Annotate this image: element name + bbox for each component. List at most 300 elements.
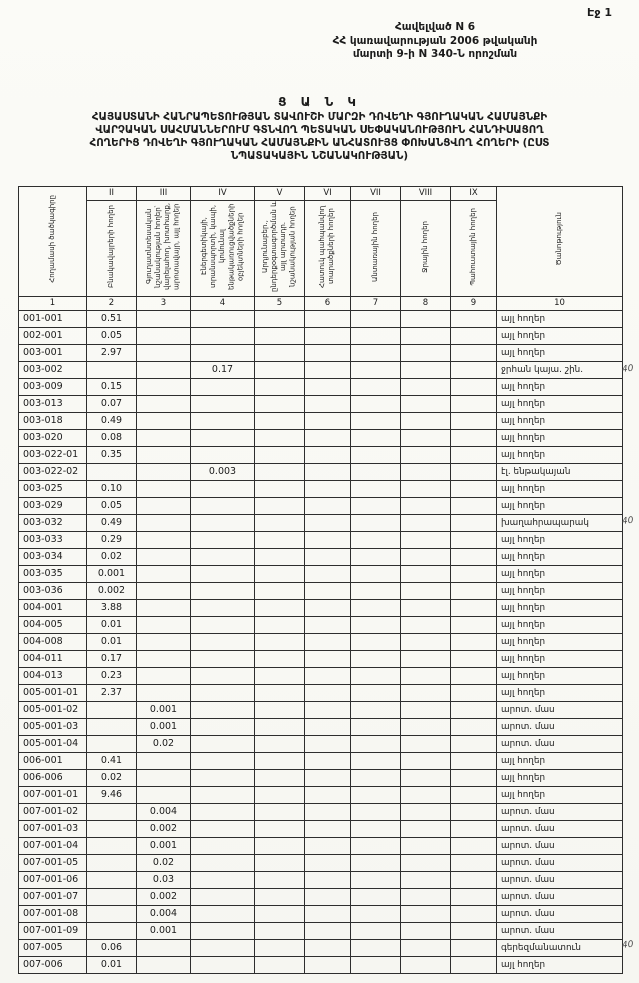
table-body [19,311,623,974]
area-value-cell [351,804,401,821]
area-value-cell [191,753,255,770]
area-value-cell: 3.88 [87,600,137,617]
area-value-cell [401,804,451,821]
table-row [19,413,623,430]
area-value-cell [87,804,137,821]
note-cell: արոտ. մաս [497,821,623,838]
annex-line: ՀՀ կառավարության 2006 թվականի [332,34,538,47]
table-row [19,923,623,940]
area-value-cell [401,362,451,379]
column-header-settlement-lands: Բնակավայրերի հողեր [87,201,137,297]
area-value-cell [87,702,137,719]
area-value-cell [351,702,401,719]
area-value-cell [351,889,401,906]
table-row [19,464,623,481]
area-value-cell: 0.17 [191,362,255,379]
parcel-code-cell: 007-001-03 [19,821,87,838]
area-value-cell [87,906,137,923]
parcel-code-cell: 003-002 [19,362,87,379]
area-value-cell [351,651,401,668]
area-value-cell [351,906,401,923]
area-value-cell: 0.07 [87,396,137,413]
parcel-code-cell: 004-005 [19,617,87,634]
table-row [19,498,623,515]
area-value-cell [191,889,255,906]
area-value-cell [305,447,351,464]
parcel-code-cell: 007-001-01 [19,787,87,804]
table-row [19,396,623,413]
area-value-cell [305,583,351,600]
area-value-cell [351,430,401,447]
table-row [19,889,623,906]
column-number-row [19,297,623,311]
area-value-cell: 0.01 [87,617,137,634]
parcel-code-cell: 007-001-08 [19,906,87,923]
area-value-cell [305,668,351,685]
area-value-cell [451,685,497,702]
area-value-cell [351,515,401,532]
area-value-cell [305,617,351,634]
roman-numeral: IV [191,187,255,201]
area-value-cell [191,617,255,634]
note-cell: այլ հողեր [497,430,623,447]
area-value-cell [137,345,191,362]
column-number: 5 [255,297,305,311]
area-value-cell [451,498,497,515]
area-value-cell [87,464,137,481]
area-value-cell [351,668,401,685]
area-value-cell [137,464,191,481]
area-value-cell [351,311,401,328]
area-value-cell [401,481,451,498]
area-value-cell [451,855,497,872]
note-cell: այլ հողեր [497,651,623,668]
note-cell: էլ. ենթակայան [497,464,623,481]
area-value-cell: 0.01 [87,957,137,974]
area-value-cell [255,379,305,396]
area-value-cell [451,940,497,957]
area-value-cell: 0.10 [87,481,137,498]
area-value-cell [255,345,305,362]
area-value-cell [401,600,451,617]
area-value-cell [87,736,137,753]
area-value-cell [451,804,497,821]
area-value-cell [191,685,255,702]
column-number: 2 [87,297,137,311]
area-value-cell [305,685,351,702]
area-value-cell [137,362,191,379]
area-value-cell [87,838,137,855]
area-value-cell [255,600,305,617]
note-cell: այլ հողեր [497,396,623,413]
parcel-code-cell: 003-033 [19,532,87,549]
area-value-cell [451,702,497,719]
note-cell: այլ հողեր [497,311,623,328]
note-cell: այլ հողեր [497,447,623,464]
area-value-cell [451,906,497,923]
parcel-code-cell: 003-034 [19,549,87,566]
table-row [19,328,623,345]
area-value-cell: 0.001 [137,719,191,736]
area-value-cell: 0.15 [87,379,137,396]
column-header-industrial-lands: Արդյունաբեր., ընդերքօգտագործման և այլ արտադր. նշանակության հողեր [255,201,305,297]
table-row [19,345,623,362]
area-value-cell [451,362,497,379]
area-value-cell [255,413,305,430]
area-value-cell [137,668,191,685]
table-row [19,855,623,872]
note-cell: խաղահրապարակ [497,515,623,532]
area-value-cell [305,430,351,447]
area-value-cell: 0.02 [87,549,137,566]
note-cell: այլ հողեր [497,345,623,362]
area-value-cell [401,583,451,600]
area-value-cell [305,872,351,889]
table-row [19,940,623,957]
area-value-cell [255,481,305,498]
area-value-cell [305,753,351,770]
area-value-cell: 2.97 [87,345,137,362]
column-header-water-lands: Ջրային հողեր [401,201,451,297]
area-value-cell: 0.02 [87,770,137,787]
area-value-cell [305,770,351,787]
area-value-cell [351,753,401,770]
parcel-code-cell: 003-009 [19,379,87,396]
area-value-cell [191,634,255,651]
roman-numeral: II [87,187,137,201]
area-value-cell [351,770,401,787]
area-value-cell [305,515,351,532]
column-header-protected-lands: Հատուկ պահպանվող տարածքների հողեր [305,201,351,297]
table-row [19,872,623,889]
parcel-code-cell: 005-001-04 [19,736,87,753]
area-value-cell [137,753,191,770]
area-value-cell [451,311,497,328]
area-value-cell [351,396,401,413]
area-value-cell: 0.49 [87,413,137,430]
area-value-cell [137,685,191,702]
area-value-cell [191,328,255,345]
column-header-agricultural-lands: Գյուղատնտեսական նշանակության հողեր՝ վարելահող, խոտհարք, արոտավայր, այլ հողեր [137,201,191,297]
area-value-cell [401,719,451,736]
area-value-cell [401,821,451,838]
area-value-cell [137,379,191,396]
area-value-cell [305,413,351,430]
title-line: ՆՊԱՏԱԿԱՅԻՆ ՆՇԱՆԱԿՈՒԹՅԱՆ) [230,149,409,162]
area-value-cell [351,855,401,872]
area-value-cell [351,617,401,634]
area-value-cell [191,379,255,396]
area-value-cell [137,583,191,600]
area-value-cell [401,685,451,702]
area-value-cell: 2.37 [87,685,137,702]
note-cell: այլ հողեր [497,753,623,770]
column-header-note [497,187,623,297]
note-cell: այլ հողեր [497,583,623,600]
parcel-code-cell: 003-036 [19,583,87,600]
area-value-cell [137,328,191,345]
area-value-cell [351,464,401,481]
area-value-cell [451,821,497,838]
area-value-cell [351,413,401,430]
area-value-cell [351,940,401,957]
note-cell: արոտ. մաս [497,702,623,719]
area-value-cell: 0.08 [87,430,137,447]
note-cell: արոտ. մաս [497,719,623,736]
area-value-cell [191,447,255,464]
area-value-cell [255,787,305,804]
area-value-cell [191,855,255,872]
area-value-cell [401,617,451,634]
area-value-cell [401,447,451,464]
area-value-cell [137,770,191,787]
column-header-code [19,187,87,297]
area-value-cell [451,396,497,413]
area-value-cell [255,702,305,719]
area-value-cell [351,549,401,566]
area-value-cell: 0.17 [87,651,137,668]
area-value-cell [401,634,451,651]
area-value-cell: 0.002 [137,821,191,838]
area-value-cell [191,923,255,940]
parcel-code-cell: 003-001 [19,345,87,362]
area-value-cell [401,957,451,974]
area-value-cell [255,804,305,821]
area-value-cell [351,719,401,736]
area-value-cell [451,447,497,464]
area-value-cell [255,685,305,702]
area-value-cell: 0.41 [87,753,137,770]
area-value-cell [255,736,305,753]
note-cell: այլ հողեր [497,532,623,549]
roman-numeral: VI [305,187,351,201]
area-value-cell: 0.001 [137,923,191,940]
note-cell: այլ հողեր [497,549,623,566]
area-value-cell [351,787,401,804]
area-value-cell: 0.49 [87,515,137,532]
table-row [19,838,623,855]
column-number: 4 [191,297,255,311]
area-value-cell [401,498,451,515]
area-value-cell [87,719,137,736]
area-value-cell: 0.35 [87,447,137,464]
table-row [19,617,623,634]
area-value-cell [255,617,305,634]
area-value-cell [351,481,401,498]
table-row [19,311,623,328]
area-value-cell [305,736,351,753]
area-value-cell [255,634,305,651]
column-header-reserve-lands: Պահուստային հողեր [451,201,497,297]
table-row [19,379,623,396]
area-value-cell [137,532,191,549]
area-value-cell [305,651,351,668]
table-row [19,685,623,702]
area-value-cell [255,753,305,770]
column-number: 8 [401,297,451,311]
table-row [19,566,623,583]
note-cell: այլ հողեր [497,668,623,685]
area-value-cell [191,821,255,838]
area-value-cell [351,566,401,583]
area-value-cell [191,838,255,855]
area-value-cell [137,940,191,957]
table-row [19,634,623,651]
area-value-cell [191,481,255,498]
parcel-code-cell: 001-001 [19,311,87,328]
area-value-cell [451,549,497,566]
area-value-cell [191,413,255,430]
area-value-cell [451,379,497,396]
note-cell: այլ հողեր [497,481,623,498]
parcel-code-cell: 007-006 [19,957,87,974]
column-number: 6 [305,297,351,311]
area-value-cell [451,651,497,668]
table-row [19,668,623,685]
table-row [19,957,623,974]
table-row [19,362,623,379]
area-value-cell [401,855,451,872]
column-number: 3 [137,297,191,311]
area-value-cell [451,583,497,600]
parcel-code-cell: 003-032 [19,515,87,532]
note-cell: այլ հողեր [497,787,623,804]
area-value-cell [401,787,451,804]
handwritten-margin-note: 40 [621,515,634,527]
area-value-cell [255,957,305,974]
area-value-cell [451,736,497,753]
area-value-cell: 0.001 [137,838,191,855]
area-value-cell [351,583,401,600]
area-value-cell [137,651,191,668]
area-value-cell [351,957,401,974]
area-value-cell [255,583,305,600]
area-value-cell [451,345,497,362]
area-value-cell [401,838,451,855]
note-cell: այլ հողեր [497,685,623,702]
area-value-cell: 0.02 [137,855,191,872]
area-value-cell [137,515,191,532]
area-value-cell [451,532,497,549]
area-value-cell: 0.29 [87,532,137,549]
area-value-cell [351,821,401,838]
area-value-cell [451,787,497,804]
area-value-cell [191,566,255,583]
area-value-cell [305,600,351,617]
area-value-cell [255,566,305,583]
area-value-cell [351,498,401,515]
area-value-cell [191,719,255,736]
area-value-cell [87,821,137,838]
area-value-cell [305,362,351,379]
area-value-cell [87,872,137,889]
area-value-cell [351,447,401,464]
note-cell: այլ հողեր [497,566,623,583]
area-value-cell [191,345,255,362]
area-value-cell [305,940,351,957]
area-value-cell: 0.004 [137,906,191,923]
area-value-cell [87,889,137,906]
note-cell: արոտ. մաս [497,906,623,923]
area-value-cell [137,957,191,974]
area-value-cell: 0.05 [87,328,137,345]
land-parcels-table [18,186,623,974]
area-value-cell [351,634,401,651]
area-value-cell [191,872,255,889]
area-value-cell [401,940,451,957]
area-value-cell [351,379,401,396]
area-value-cell [191,736,255,753]
title-line: ՀՈՂԵՐԻՑ ԴՈՎԵՂԻ ԳՅՈՒՂԱԿԱՆ ՀԱՄԱՅՆՔԻՆ ԱՆՀԱՏՈՒՅՑ ՓՈԽԱՆՑՎՈՂ ՀՈՂԵՐԻ (ԸՍՏ [89,136,550,149]
area-value-cell [137,634,191,651]
table-row [19,804,623,821]
column-number: 7 [351,297,401,311]
roman-numeral: III [137,187,191,201]
parcel-code-cell: 003-018 [19,413,87,430]
table-row [19,532,623,549]
area-value-cell [305,957,351,974]
area-value-cell [191,549,255,566]
roman-numeral: VII [351,187,401,201]
area-value-cell: 0.51 [87,311,137,328]
handwritten-margin-note: 40 [621,939,634,951]
area-value-cell [191,532,255,549]
area-value-cell [255,651,305,668]
area-value-cell [255,855,305,872]
roman-numeral-row [19,187,623,201]
note-cell: այլ հողեր [497,957,623,974]
area-value-cell: 0.23 [87,668,137,685]
area-value-cell [137,311,191,328]
area-value-cell [401,549,451,566]
area-value-cell [451,770,497,787]
area-value-cell [255,719,305,736]
table-row [19,481,623,498]
area-value-cell [255,549,305,566]
area-value-cell: 0.06 [87,940,137,957]
area-value-cell [401,736,451,753]
parcel-code-cell: 005-001-01 [19,685,87,702]
area-value-cell [401,532,451,549]
area-value-cell [191,430,255,447]
area-value-cell [305,379,351,396]
area-value-cell [451,328,497,345]
table-row [19,430,623,447]
area-value-cell [305,311,351,328]
parcel-code-cell: 006-006 [19,770,87,787]
parcel-code-cell: 004-001 [19,600,87,617]
area-value-cell [401,753,451,770]
annex-line: մարտի 9-ի N 340-Ն որոշման [352,48,518,61]
area-value-cell: 0.002 [87,583,137,600]
column-header-forest-lands: Անտառային հողեր [351,201,401,297]
note-cell: գերեզմանատուն [497,940,623,957]
area-value-cell [401,889,451,906]
area-value-cell [191,702,255,719]
area-value-cell [305,345,351,362]
parcel-code-cell: 007-001-05 [19,855,87,872]
parcel-code-cell: 002-001 [19,328,87,345]
area-value-cell [137,600,191,617]
area-value-cell [351,362,401,379]
note-cell: արոտ. մաս [497,923,623,940]
parcel-code-cell: 005-001-03 [19,719,87,736]
note-cell: այլ հողեր [497,379,623,396]
area-value-cell [137,566,191,583]
parcel-code-cell: 006-001 [19,753,87,770]
area-value-cell [255,906,305,923]
area-value-cell [255,362,305,379]
